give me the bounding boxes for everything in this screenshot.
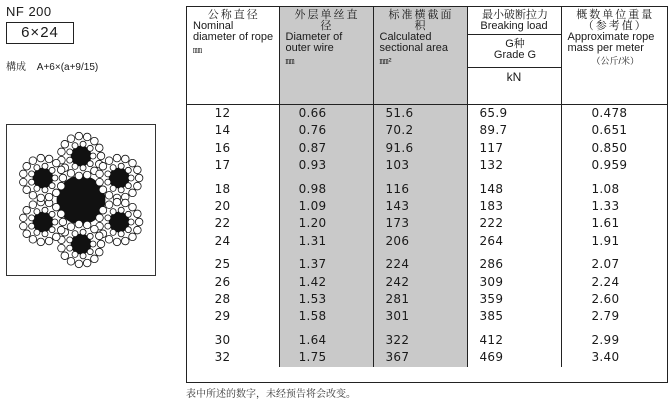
inner-wire bbox=[110, 229, 116, 235]
outer-wire bbox=[99, 162, 107, 170]
outer-wire bbox=[20, 178, 28, 186]
inner-wire bbox=[34, 185, 40, 191]
header-sectional-area-zh: 标准横截面 积 bbox=[388, 9, 454, 32]
header-breaking-load bbox=[467, 7, 561, 105]
rope-spec-table bbox=[186, 6, 668, 383]
outer-wire bbox=[23, 206, 31, 214]
cell-breaking-load: 132 bbox=[467, 157, 561, 174]
table-row bbox=[187, 175, 667, 198]
header-nominal-diameter-unit: ㎜ bbox=[193, 45, 203, 55]
cell-nominal-diameter: 24 bbox=[187, 233, 279, 250]
rope-cross-section-diagram bbox=[6, 124, 156, 276]
inner-wire bbox=[34, 229, 40, 235]
cell-sectional-area: 367 bbox=[373, 349, 467, 366]
cell-outer-wire-diameter: 1.58 bbox=[279, 308, 373, 325]
inner-wire bbox=[72, 231, 78, 237]
inner-wire bbox=[49, 211, 55, 217]
construction-spec bbox=[6, 58, 98, 73]
cell-breaking-load: 117 bbox=[467, 140, 561, 157]
table-row bbox=[187, 198, 667, 215]
construction-value: A+6×(a+9/15) bbox=[36, 62, 99, 73]
outer-wire bbox=[96, 178, 104, 186]
cell-nominal-diameter: 18 bbox=[187, 175, 279, 198]
outer-wire bbox=[29, 236, 37, 244]
outer-wire bbox=[134, 182, 142, 190]
inner-wire bbox=[87, 145, 93, 151]
outer-wire bbox=[105, 201, 113, 209]
cell-nominal-diameter: 20 bbox=[187, 198, 279, 215]
cell-nominal-diameter: 29 bbox=[187, 308, 279, 325]
cell-breaking-load: 89.7 bbox=[467, 122, 561, 139]
cell-nominal-diameter: 22 bbox=[187, 215, 279, 232]
cell-sectional-area: 301 bbox=[373, 308, 467, 325]
inner-wire bbox=[67, 237, 73, 243]
table-row bbox=[187, 250, 667, 273]
outer-wire bbox=[75, 172, 83, 180]
cell-rope-mass: 1.33 bbox=[591, 199, 620, 214]
header-outer-wire-unit: ㎜ bbox=[285, 56, 295, 66]
outer-wire bbox=[58, 148, 66, 156]
outer-wire bbox=[129, 203, 137, 211]
inner-wire bbox=[72, 251, 78, 257]
outer-wire bbox=[96, 214, 104, 222]
inner-wire bbox=[110, 165, 116, 171]
outer-wire bbox=[121, 199, 129, 207]
table-row bbox=[187, 349, 667, 366]
cell-breaking-load: 183 bbox=[467, 198, 561, 215]
inner-wire bbox=[118, 231, 124, 237]
table-row bbox=[187, 157, 667, 174]
inner-wire bbox=[125, 183, 131, 189]
inner-wire bbox=[87, 249, 93, 255]
outer-wire bbox=[113, 238, 121, 246]
header-outer-wire-diameter bbox=[279, 7, 373, 105]
outer-wire bbox=[97, 240, 105, 248]
table-row bbox=[187, 140, 667, 157]
outer-wire bbox=[52, 203, 60, 211]
outer-wire bbox=[37, 154, 45, 162]
inner-wire bbox=[110, 185, 116, 191]
outer-wire bbox=[91, 137, 99, 145]
cell-sectional-area: 173 bbox=[373, 215, 467, 232]
inner-wire bbox=[67, 245, 73, 251]
cell-sectional-area: 242 bbox=[373, 274, 467, 291]
outer-wire bbox=[99, 206, 107, 214]
inner-wire bbox=[125, 227, 131, 233]
table-row bbox=[187, 291, 667, 308]
inner-wire bbox=[52, 219, 58, 225]
inner-wire bbox=[49, 227, 55, 233]
outer-wire bbox=[52, 189, 60, 197]
outer-wire bbox=[29, 201, 37, 209]
outer-wire bbox=[95, 248, 103, 256]
outer-wire bbox=[105, 236, 113, 244]
cell-outer-wire-diameter: 0.87 bbox=[279, 140, 373, 157]
inner-wire bbox=[49, 183, 55, 189]
outer-wire bbox=[121, 237, 129, 245]
cell-outer-wire-diameter: 1.09 bbox=[279, 198, 373, 215]
outer-wire bbox=[135, 218, 143, 226]
header-rope-mass-unit: （公斤/米） bbox=[591, 56, 639, 66]
cell-nominal-diameter: 14 bbox=[187, 122, 279, 139]
table-row bbox=[187, 105, 667, 123]
outer-wire bbox=[113, 154, 121, 162]
inner-wire bbox=[105, 179, 111, 185]
inner-wire bbox=[125, 211, 131, 217]
cell-sectional-area: 91.6 bbox=[373, 140, 467, 157]
inner-wire bbox=[29, 171, 35, 177]
outer-wire bbox=[134, 210, 142, 218]
inner-wire bbox=[42, 163, 48, 169]
outer-wire bbox=[105, 192, 113, 200]
cell-outer-wire-diameter: 1.31 bbox=[279, 233, 373, 250]
header-breaking-load-en: Breaking load bbox=[468, 21, 561, 35]
inner-wire bbox=[42, 231, 48, 237]
outer-wire bbox=[97, 152, 105, 160]
cell-outer-wire-diameter: 0.66 bbox=[279, 105, 373, 123]
inner-wire bbox=[90, 153, 96, 159]
inner-wire bbox=[42, 187, 48, 193]
outer-wire bbox=[91, 255, 99, 263]
outer-wire bbox=[67, 258, 75, 266]
cell-sectional-area: 322 bbox=[373, 326, 467, 349]
inner-wire bbox=[105, 223, 111, 229]
cell-rope-mass: 3.40 bbox=[591, 350, 620, 365]
cell-outer-wire-diameter: 0.76 bbox=[279, 122, 373, 139]
header-breaking-load-unit: kN bbox=[468, 67, 561, 83]
cell-sectional-area: 103 bbox=[373, 157, 467, 174]
outer-wire bbox=[99, 186, 107, 194]
inner-wire bbox=[90, 241, 96, 247]
cell-outer-wire-diameter: 1.20 bbox=[279, 215, 373, 232]
inner-wire bbox=[105, 215, 111, 221]
outer-wire bbox=[45, 237, 53, 245]
inner-wire bbox=[118, 187, 124, 193]
outer-wire bbox=[20, 170, 28, 178]
outer-wire bbox=[59, 174, 67, 182]
header-grade-zh: G种 bbox=[505, 38, 525, 50]
cell-rope-mass: 0.850 bbox=[591, 140, 628, 155]
outer-wire bbox=[83, 171, 91, 179]
header-rope-mass-en: Approximate rope mass per meter bbox=[567, 31, 655, 54]
outer-wire bbox=[134, 166, 142, 174]
outer-wire bbox=[61, 140, 69, 148]
outer-wire bbox=[83, 133, 91, 141]
inner-wire bbox=[29, 223, 35, 229]
footnote: 表中所述的数字，未经预告将会改变。 bbox=[186, 389, 356, 400]
inner-wire bbox=[67, 157, 73, 163]
inner-wire bbox=[87, 233, 93, 239]
outer-wire bbox=[57, 210, 65, 218]
cell-sectional-area: 206 bbox=[373, 233, 467, 250]
outer-wire bbox=[96, 170, 104, 178]
inner-wire bbox=[128, 175, 134, 181]
inner-wire bbox=[34, 209, 40, 215]
cell-outer-wire-diameter: 1.37 bbox=[279, 250, 373, 273]
rope-type-badge: 6×24 bbox=[6, 22, 74, 44]
cell-nominal-diameter: 32 bbox=[187, 349, 279, 366]
outer-wire bbox=[105, 157, 113, 165]
cell-rope-mass: 1.91 bbox=[591, 233, 620, 248]
cell-breaking-load: 286 bbox=[467, 250, 561, 273]
header-breaking-load-zh: 最小破断拉力 bbox=[482, 9, 548, 21]
outer-wire bbox=[20, 214, 28, 222]
cell-outer-wire-diameter: 1.64 bbox=[279, 326, 373, 349]
outer-wire bbox=[45, 155, 53, 163]
outer-wire bbox=[91, 225, 99, 233]
outer-wire bbox=[59, 218, 67, 226]
cell-sectional-area: 116 bbox=[373, 175, 467, 198]
model-number: NF 200 bbox=[6, 4, 52, 19]
cell-rope-mass: 2.24 bbox=[591, 274, 620, 289]
outer-wire bbox=[83, 259, 91, 267]
outer-wire bbox=[58, 244, 66, 252]
cell-breaking-load: 469 bbox=[467, 349, 561, 366]
cell-breaking-load: 309 bbox=[467, 274, 561, 291]
inner-wire bbox=[52, 175, 58, 181]
table-row bbox=[187, 215, 667, 232]
outer-wire bbox=[52, 159, 60, 167]
cell-breaking-load: 359 bbox=[467, 291, 561, 308]
outer-wire bbox=[45, 193, 53, 201]
inner-wire bbox=[128, 219, 134, 225]
inner-wire bbox=[34, 165, 40, 171]
inner-wire bbox=[80, 253, 86, 259]
outer-wire bbox=[20, 222, 28, 230]
cell-breaking-load: 264 bbox=[467, 233, 561, 250]
cell-rope-mass: 2.79 bbox=[591, 309, 620, 324]
outer-wire bbox=[129, 159, 137, 167]
cell-sectional-area: 281 bbox=[373, 291, 467, 308]
cell-sectional-area: 70.2 bbox=[373, 122, 467, 139]
cell-nominal-diameter: 16 bbox=[187, 140, 279, 157]
outer-wire bbox=[95, 232, 103, 240]
outer-wire bbox=[135, 174, 143, 182]
header-sectional-area bbox=[373, 7, 467, 105]
outer-wire bbox=[57, 226, 65, 234]
cell-nominal-diameter: 12 bbox=[187, 105, 279, 123]
cell-outer-wire-diameter: 0.93 bbox=[279, 157, 373, 174]
cell-rope-mass: 1.61 bbox=[591, 216, 620, 231]
cell-outer-wire-diameter: 1.75 bbox=[279, 349, 373, 366]
outer-wire bbox=[75, 260, 83, 268]
outer-wire bbox=[129, 233, 137, 241]
outer-wire bbox=[57, 182, 65, 190]
inner-wire bbox=[110, 209, 116, 215]
cell-rope-mass: 0.959 bbox=[591, 158, 628, 173]
cell-breaking-load: 148 bbox=[467, 175, 561, 198]
cell-breaking-load: 222 bbox=[467, 215, 561, 232]
cell-nominal-diameter: 26 bbox=[187, 274, 279, 291]
outer-wire bbox=[23, 162, 31, 170]
inner-wire bbox=[105, 171, 111, 177]
outer-wire bbox=[23, 230, 31, 238]
cell-outer-wire-diameter: 1.53 bbox=[279, 291, 373, 308]
outer-wire bbox=[134, 226, 142, 234]
outer-wire bbox=[75, 132, 83, 140]
cell-rope-mass: 2.60 bbox=[591, 292, 620, 307]
cell-breaking-load: 385 bbox=[467, 308, 561, 325]
outer-wire bbox=[83, 221, 91, 229]
table-row bbox=[187, 308, 667, 325]
outer-wire bbox=[29, 157, 37, 165]
outer-wire bbox=[29, 192, 37, 200]
cell-sectional-area: 51.6 bbox=[373, 105, 467, 123]
outer-wire bbox=[67, 135, 75, 143]
cell-nominal-diameter: 30 bbox=[187, 326, 279, 349]
header-rope-mass bbox=[561, 7, 667, 105]
cell-outer-wire-diameter: 1.42 bbox=[279, 274, 373, 291]
cell-rope-mass: 0.478 bbox=[591, 106, 628, 120]
header-sectional-area-en: Calculated sectional area bbox=[379, 31, 448, 54]
table-row bbox=[187, 233, 667, 250]
table-body bbox=[187, 105, 667, 367]
header-grade-en: Grade G bbox=[493, 49, 537, 61]
cell-sectional-area: 143 bbox=[373, 198, 467, 215]
outer-wire bbox=[113, 198, 121, 206]
inner-wire bbox=[80, 229, 86, 235]
header-outer-wire-zh: 外层单丝直 径 bbox=[294, 9, 360, 32]
header-nominal-diameter-en: Nominal diameter of rope bbox=[193, 20, 274, 43]
table-row bbox=[187, 122, 667, 139]
header-sectional-area-unit: ㎜² bbox=[379, 56, 392, 66]
rope-cross-section-svg bbox=[7, 125, 155, 275]
cell-rope-mass: 2.99 bbox=[591, 332, 620, 347]
table-row bbox=[187, 274, 667, 291]
cell-sectional-area: 224 bbox=[373, 250, 467, 273]
cell-rope-mass: 0.651 bbox=[591, 123, 628, 138]
inner-wire bbox=[118, 163, 124, 169]
inner-wire bbox=[29, 215, 35, 221]
inner-wire bbox=[80, 141, 86, 147]
outer-wire bbox=[67, 223, 75, 231]
inner-wire bbox=[87, 161, 93, 167]
outer-wire bbox=[52, 233, 60, 241]
header-nominal-diameter-zh: 公称直径 bbox=[207, 9, 260, 21]
cell-breaking-load: 65.9 bbox=[467, 105, 561, 123]
header-outer-wire-en: Diameter of outer wire bbox=[285, 31, 343, 54]
construction-label: 構成 bbox=[6, 62, 26, 73]
cell-nominal-diameter: 28 bbox=[187, 291, 279, 308]
cell-nominal-diameter: 25 bbox=[187, 250, 279, 273]
outer-wire bbox=[75, 220, 83, 228]
outer-wire bbox=[61, 252, 69, 260]
inner-wire bbox=[42, 207, 48, 213]
inner-wire bbox=[29, 179, 35, 185]
cell-nominal-diameter: 17 bbox=[187, 157, 279, 174]
outer-wire bbox=[37, 238, 45, 246]
header-nominal-diameter bbox=[187, 7, 279, 105]
inner-wire bbox=[72, 163, 78, 169]
outer-wire bbox=[57, 166, 65, 174]
table-row bbox=[187, 326, 667, 349]
cell-breaking-load: 412 bbox=[467, 326, 561, 349]
outer-wire bbox=[23, 186, 31, 194]
outer-wire bbox=[121, 155, 129, 163]
cell-outer-wire-diameter: 0.98 bbox=[279, 175, 373, 198]
header-rope-mass-zh: 概数单位重量（参考值） bbox=[576, 9, 655, 32]
inner-wire bbox=[49, 167, 55, 173]
outer-wire bbox=[67, 170, 75, 178]
inner-wire bbox=[118, 207, 124, 213]
inner-wire bbox=[72, 143, 78, 149]
inner-wire bbox=[80, 165, 86, 171]
inner-wire bbox=[67, 149, 73, 155]
outer-wire bbox=[95, 144, 103, 152]
outer-wire bbox=[37, 194, 45, 202]
inner-wire bbox=[125, 167, 131, 173]
cell-rope-mass: 1.08 bbox=[591, 181, 620, 196]
cell-rope-mass: 2.07 bbox=[591, 257, 620, 272]
outer-wire bbox=[129, 189, 137, 197]
